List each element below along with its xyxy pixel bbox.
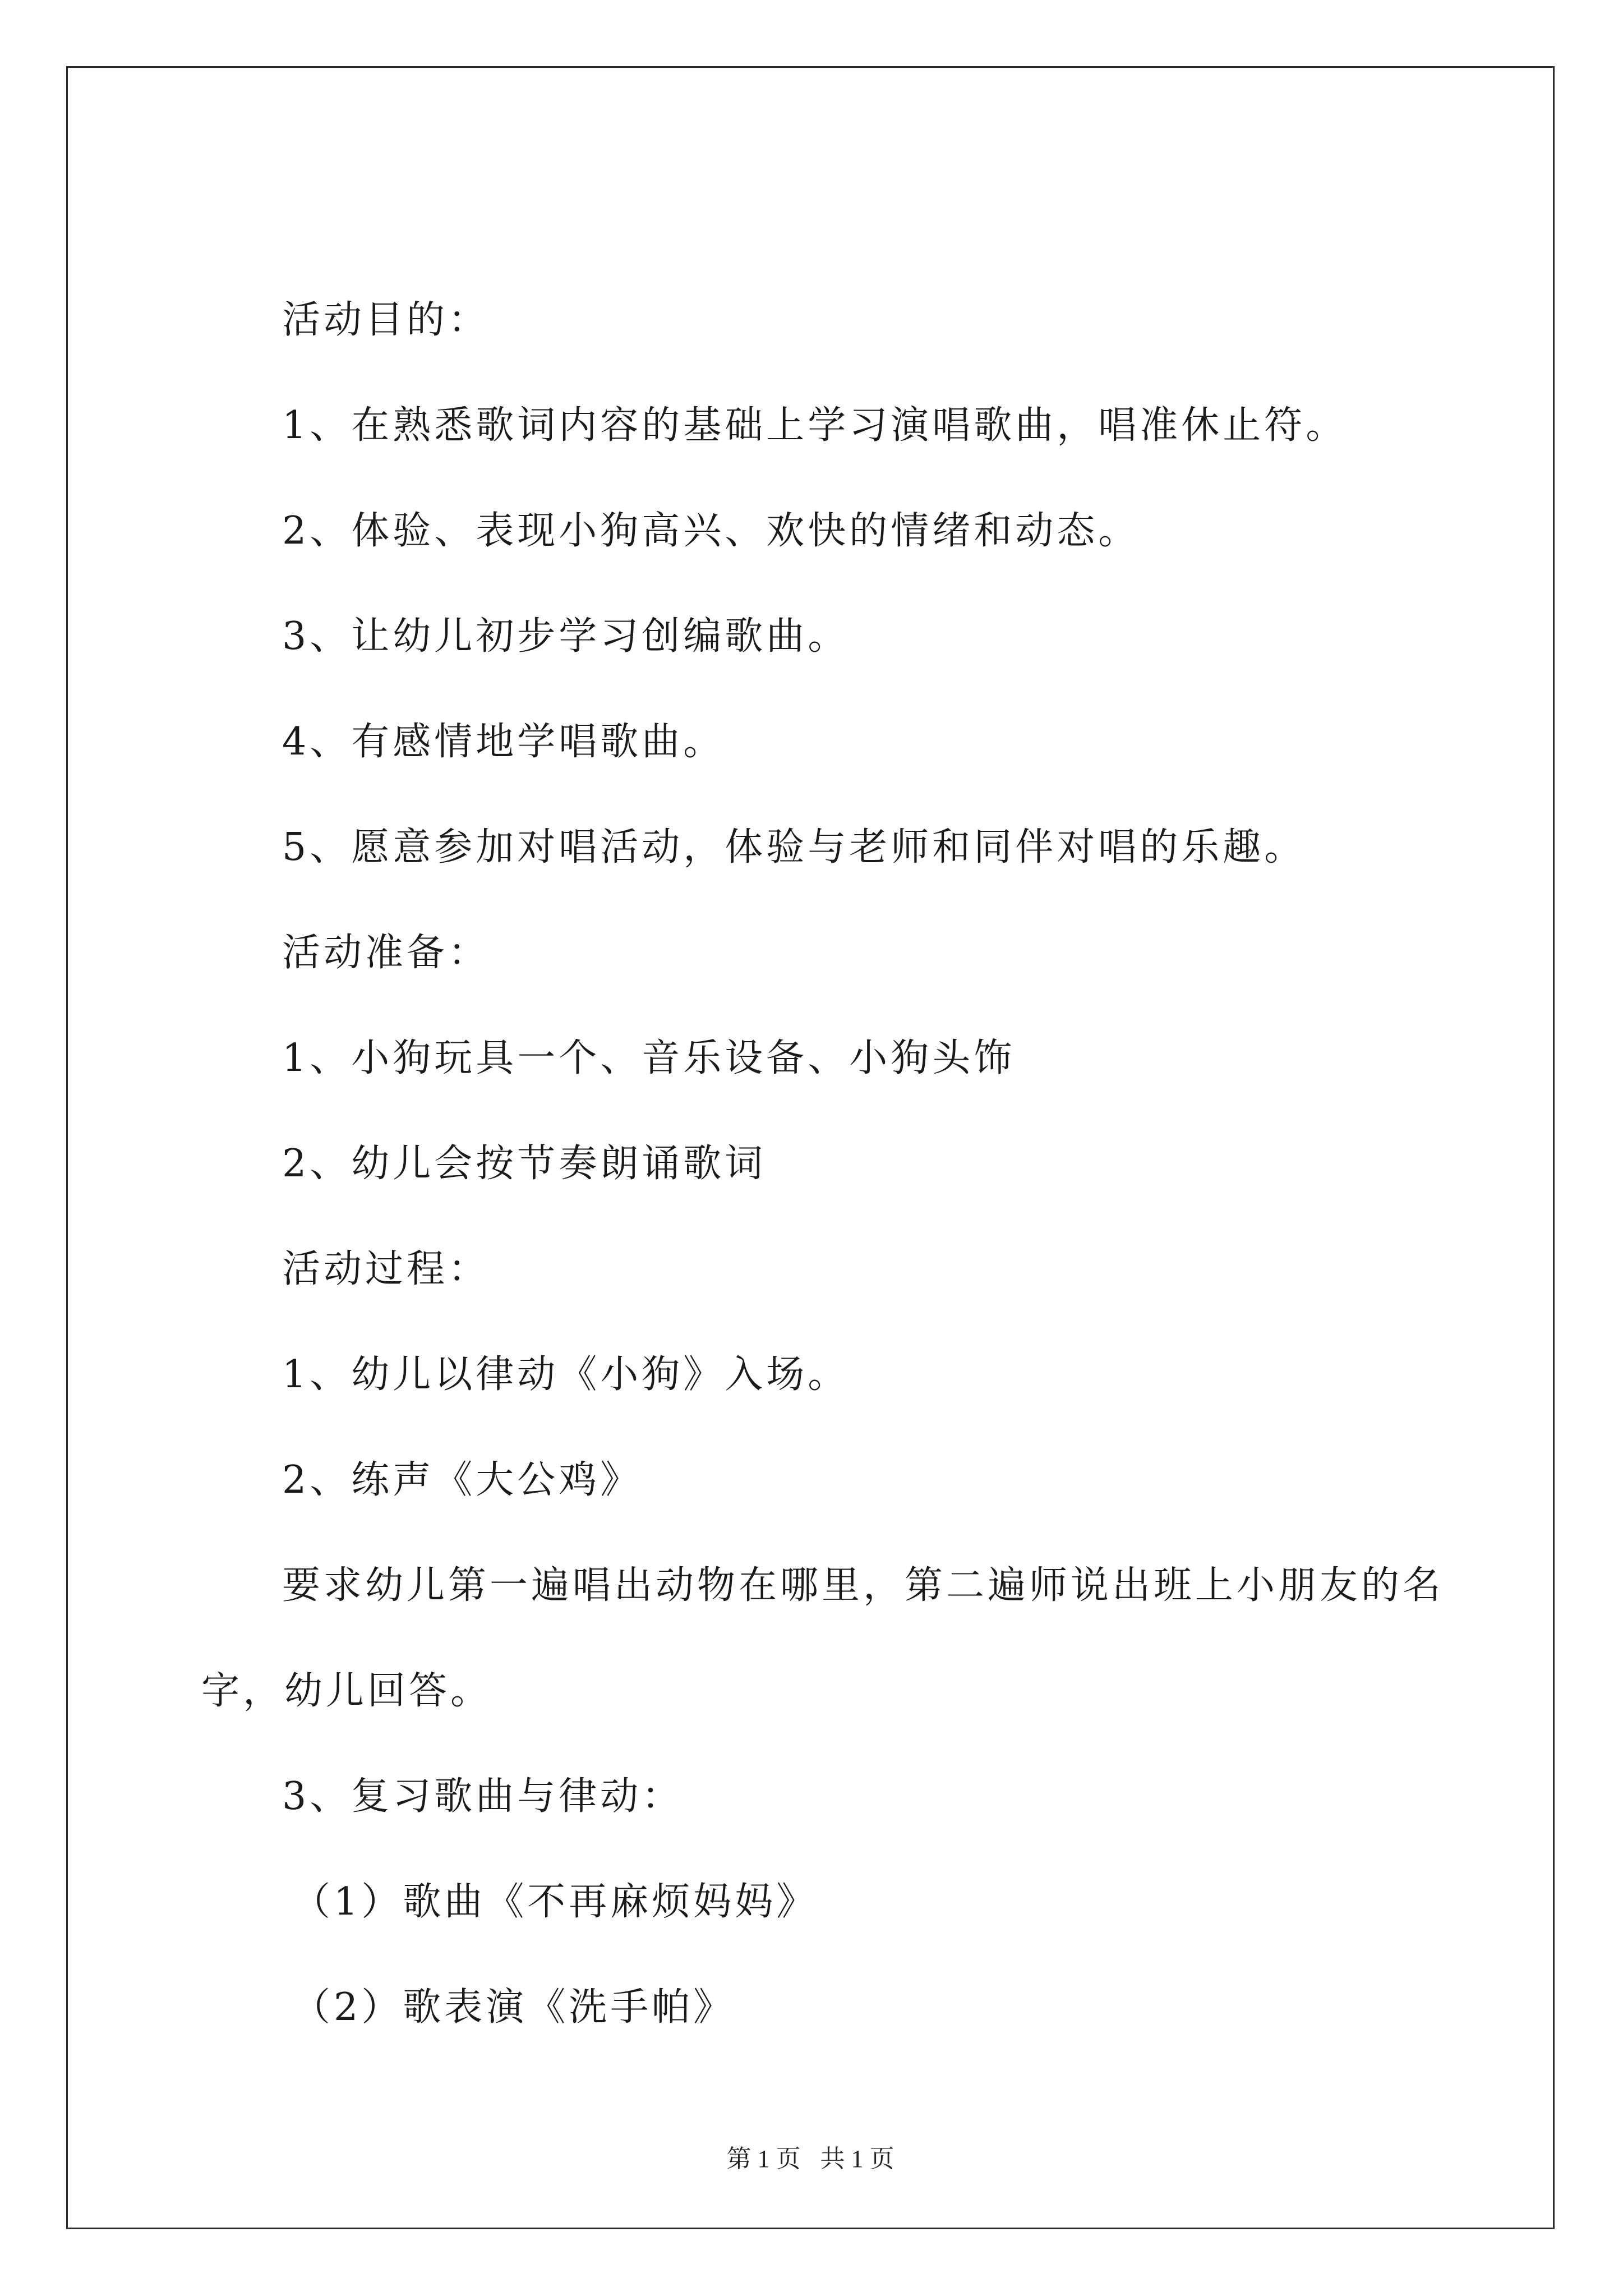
page-frame bbox=[66, 66, 1555, 2229]
goal-item-4: 4、有感情地学唱歌曲。 bbox=[282, 720, 725, 764]
process-item-1: 1、幼儿以律动《小狗》入场。 bbox=[282, 1352, 850, 1397]
goal-item-5: 5、愿意参加对唱活动，体验与老师和同伴对唱的乐趣。 bbox=[282, 825, 1306, 869]
preparation-item-2: 2、幼儿会按节奏朗诵歌词 bbox=[282, 1142, 767, 1186]
process-item-3: 3、复习歌曲与律动： bbox=[282, 1774, 684, 1819]
heading-activity-goals: 活动目的： bbox=[282, 298, 490, 342]
process-subitem-1: （1）歌曲《不再麻烦妈妈》 bbox=[292, 1880, 818, 1924]
document-body bbox=[68, 68, 1553, 2228]
goal-item-1: 1、在熟悉歌词内容的基础上学习演唱歌曲，唱准休止符。 bbox=[282, 403, 1348, 448]
preparation-item-1: 1、小狗玩具一个、音乐设备、小狗头饰 bbox=[282, 1036, 1016, 1080]
heading-activity-preparation: 活动准备： bbox=[282, 931, 490, 975]
paragraph-requirement-line-2: 字，幼儿回答。 bbox=[201, 1669, 492, 1713]
heading-activity-process: 活动过程： bbox=[282, 1247, 490, 1291]
page-footer bbox=[68, 2143, 1553, 2175]
goal-item-3: 3、让幼儿初步学习创编歌曲。 bbox=[282, 614, 850, 659]
process-item-2: 2、练声《大公鸡》 bbox=[282, 1458, 642, 1502]
page-number: 第 1 页 bbox=[726, 2145, 801, 2173]
paragraph-requirement-line-1: 要求幼儿第一遍唱出动物在哪里，第二遍师说出班上小朋友的名 bbox=[282, 1563, 1445, 1608]
process-subitem-2: （2）歌表演《洗手帕》 bbox=[292, 1985, 735, 2030]
goal-item-2: 2、体验、表现小狗高兴、欢快的情绪和动态。 bbox=[282, 509, 1140, 553]
page-total: 共 1 页 bbox=[820, 2145, 895, 2173]
